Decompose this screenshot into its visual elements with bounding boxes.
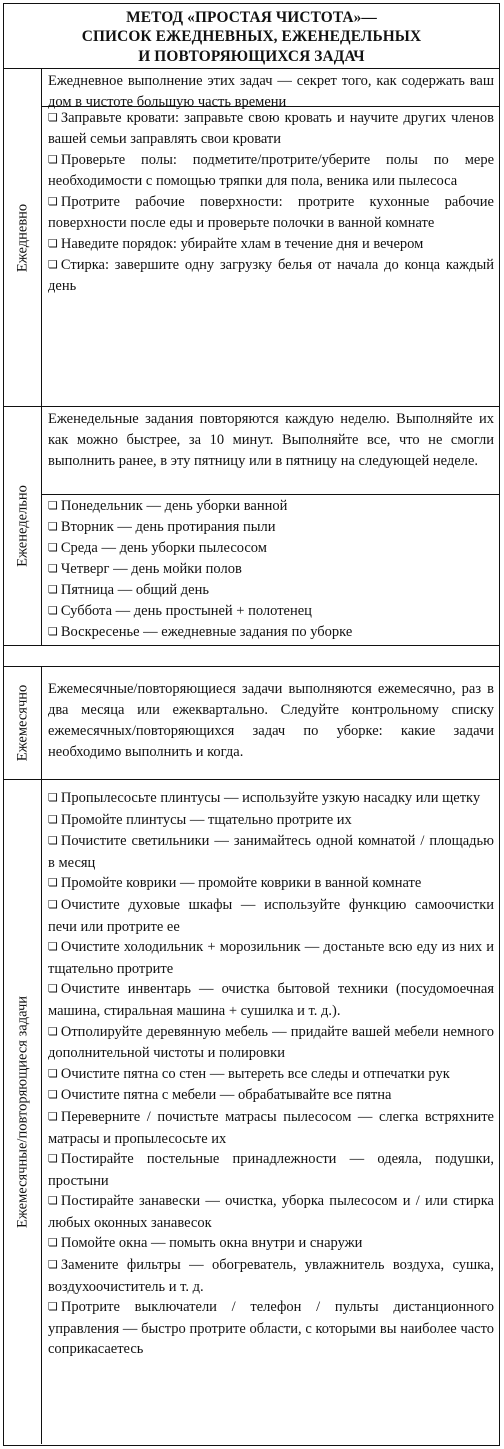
list-item: [48, 895, 494, 937]
checkbox-icon: ❏: [48, 1024, 58, 1038]
list-item: [48, 601, 494, 622]
checkbox-icon: ❏: [48, 625, 58, 638]
list-item: [48, 150, 494, 192]
weekly-label: Еженедельно: [14, 485, 30, 567]
checkbox-icon: ❏: [48, 1066, 58, 1080]
checkbox-icon: ❏: [48, 1258, 58, 1272]
section-recurring: [4, 780, 499, 1444]
task-text: Промойте плинтусы — тщательно протрите их: [60, 811, 352, 828]
task-text: Протрите рабочие поверхности: протрите кухонные рабочие поверхности после еды и проверьте полочки в ванной комнате: [48, 194, 494, 231]
task-text: Замените фильтры — обогреватель, увлажнитель воздуха, сушка, воздухоочиститель и т. д.: [48, 1257, 494, 1295]
task-text: Очистите холодильник + морозильник — достаньте всю еду из них и тщательно протрите: [48, 939, 494, 977]
list-item: [48, 788, 494, 810]
task-text: Помойте окна — помыть окна внутри и снаружи: [60, 1235, 363, 1252]
task-text: Наведите порядок: убирайте хлам в течение дня и вечером: [60, 236, 424, 252]
task-text: Промойте коврики — промойте коврики в ванной комнате: [60, 875, 422, 892]
task-text: Протрите выключатели / телефон / пульты дистанционного управления — быстро протрите области, с которыми вы наиболее часто соприкасаетесь: [48, 1299, 494, 1358]
monthly-intro: Ежемесячные/повторяющиеся задачи выполняются ежемесячно, раз в два месяца или ежеквартально. Следуйте контрольному списку ежемесячных/повторяющихся задач по уборке: какие задачи необходимо выполнить и когда.: [48, 681, 494, 760]
title-line-2: СПИСОК ЕЖЕДНЕВНЫХ, ЕЖЕНЕДЕЛЬНЫХ: [81, 28, 422, 46]
monthly-label: Ежемесячно: [14, 684, 30, 762]
weekly-task-list: [42, 495, 499, 645]
checkbox-icon: ❏: [48, 1236, 58, 1250]
task-text: Среда — день уборки пылесосом: [60, 540, 267, 556]
title-line-1: МЕТОД «ПРОСТАЯ ЧИСТОТА»—: [126, 8, 377, 26]
task-text: Постирайте постельные принадлежности — одеяла, подушки, простыни: [48, 1151, 494, 1189]
section-daily: [4, 69, 499, 407]
checkbox-icon: ❏: [48, 258, 58, 271]
list-item: [48, 559, 494, 580]
monthly-content: [42, 667, 499, 779]
list-item: [48, 622, 494, 643]
checkbox-icon: ❏: [48, 982, 58, 996]
task-text: Пропылесосьте плинтусы — используйте узкую насадку или щетку: [60, 790, 481, 806]
list-item: [48, 517, 494, 538]
recurring-task-list: [42, 780, 499, 1362]
task-text: Отполируйте деревянную мебель — придайте вашей мебели немного дополнительной чистоты и полировки: [48, 1023, 494, 1062]
task-text: Очистите духовые шкафы — используйте функцию самоочистки печи или протрите ее: [48, 896, 494, 935]
daily-task-list: [42, 107, 499, 299]
list-item: [48, 1233, 494, 1255]
task-text: Стирка: завершите одну загрузку белья от начала до конца каждый день: [48, 257, 494, 294]
checkbox-icon: ❏: [48, 812, 58, 826]
checkbox-icon: ❏: [48, 520, 58, 533]
checkbox-icon: ❏: [48, 897, 58, 911]
checkbox-icon: ❏: [48, 1300, 58, 1314]
checkbox-icon: ❏: [48, 195, 58, 208]
recurring-content: [42, 780, 499, 1444]
checkbox-icon: ❏: [48, 111, 58, 124]
checkbox-icon: ❏: [48, 1088, 58, 1102]
checkbox-icon: ❏: [48, 237, 58, 250]
weekly-side-label: [4, 407, 42, 645]
list-item: [48, 1149, 494, 1191]
checkbox-icon: ❏: [48, 604, 58, 617]
daily-intro: Ежедневное выполнение этих задач — секрет того, как содержать ваш дом в чистоте большую часть времени: [42, 69, 499, 107]
cleaning-checklist-page: [3, 3, 500, 1446]
checkbox-icon: ❏: [48, 499, 58, 512]
empty-row: [4, 646, 499, 667]
list-item: [48, 234, 494, 255]
daily-content: [42, 69, 499, 406]
list-item: [48, 1064, 494, 1086]
task-text: Проверьте полы: подметите/протрите/уберите полы по мере необходимости с помощью тряпки для пола, веника или пылесоса: [48, 152, 494, 189]
section-monthly: [4, 667, 499, 780]
list-item: [48, 255, 494, 297]
checkbox-icon: ❏: [48, 562, 58, 575]
checkbox-icon: ❏: [48, 1152, 58, 1166]
task-text: Заправьте кровати: заправьте свою кровать и научите других членов вашей семьи заправлять свои кровати: [48, 110, 494, 147]
list-item: [48, 1085, 494, 1107]
task-text: Переверните / почистьте матрасы пылесосом — слегка встряхните матрасы и пропылесосьте их: [48, 1108, 494, 1147]
daily-label: Ежедневно: [14, 203, 30, 272]
list-item: [48, 831, 494, 873]
list-item: [48, 1255, 494, 1297]
task-text: Постирайте занавески — очистка, уборка пылесосом и / или стирка любых оконных занавесок: [48, 1193, 494, 1231]
daily-side-label: [4, 69, 42, 406]
list-item: [48, 810, 494, 832]
list-item: [48, 192, 494, 234]
list-item: [48, 538, 494, 559]
checkbox-icon: ❏: [48, 791, 58, 804]
checkbox-icon: ❏: [48, 940, 58, 954]
list-item: [48, 873, 494, 895]
checkbox-icon: ❏: [48, 153, 58, 166]
task-text: Пятница — общий день: [60, 582, 209, 598]
list-item: [48, 1297, 494, 1360]
checkbox-icon: ❏: [48, 876, 58, 890]
list-item: [48, 1022, 494, 1064]
task-text: Понедельник — день уборки ванной: [60, 498, 288, 514]
list-item: [48, 496, 494, 517]
task-text: Вторник — день протирания пыли: [60, 519, 276, 535]
list-item: [48, 937, 494, 979]
checkbox-icon: ❏: [48, 541, 58, 554]
task-text: Суббота — день простыней + полотенец: [60, 603, 312, 619]
page-title: [4, 4, 499, 69]
list-item: [48, 580, 494, 601]
task-text: Очистите пятна с мебели — обрабатывайте все пятна: [60, 1087, 392, 1104]
task-text: Почистите светильники — занимайтесь одной комнатой / площадью в месяц: [48, 833, 494, 871]
task-text: Очистите инвентарь — очистка бытовой техники (посудомоечная машина, стиральная машина + сушилка и т. д.).: [48, 981, 494, 1019]
checkbox-icon: ❏: [48, 834, 58, 848]
list-item: [48, 1191, 494, 1233]
weekly-content: [42, 407, 499, 645]
checkbox-icon: ❏: [48, 583, 58, 596]
task-text: Четверг — день мойки полов: [60, 561, 242, 577]
list-item: [48, 979, 494, 1021]
task-text: Воскресенье — ежедневные задания по уборке: [60, 624, 353, 640]
checkbox-icon: ❏: [48, 1109, 58, 1123]
monthly-side-label: [4, 667, 42, 779]
recurring-label: Ежемесячные/повторяющиеся задачи: [14, 996, 30, 1228]
title-line-3: И ПОВТОРЯЮЩИХСЯ ЗАДАЧ: [138, 47, 365, 65]
list-item: [48, 108, 494, 150]
recurring-side-label: [4, 780, 42, 1444]
task-text: Очистите пятна со стен — вытереть все следы и отпечатки рук: [60, 1065, 450, 1082]
weekly-intro: Еженедельные задания повторяются каждую неделю. Выполняйте их как можно быстрее, за 10 минут. Выполняйте все, что не смогли выполнить ранее, в эту пятницу или в пятницу на следующей неделе.: [42, 407, 499, 495]
checkbox-icon: ❏: [48, 1194, 58, 1208]
section-weekly: [4, 407, 499, 646]
list-item: [48, 1107, 494, 1149]
